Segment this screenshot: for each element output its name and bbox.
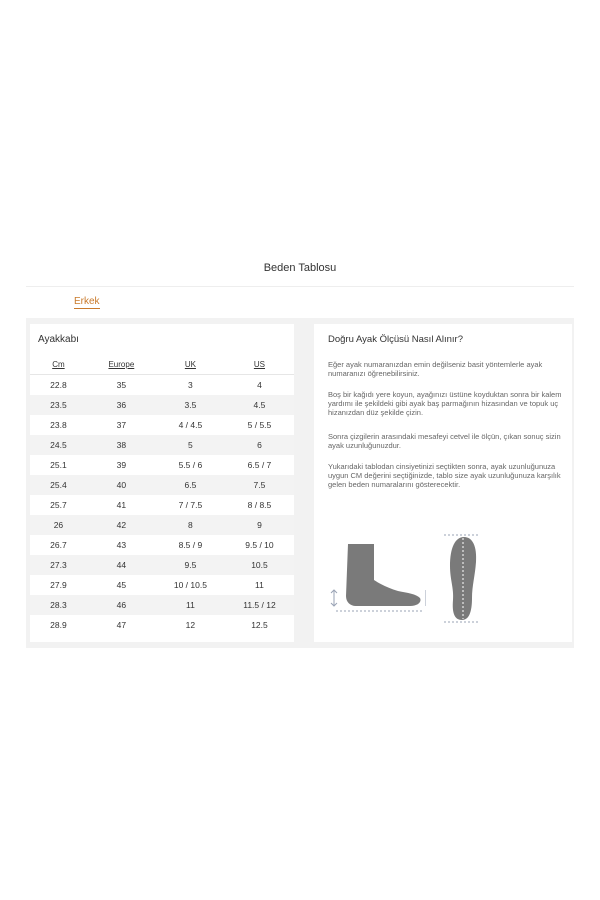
cell-us: 9 — [225, 515, 294, 535]
cell-uk: 6.5 — [156, 475, 225, 495]
tab-erkek[interactable]: Erkek — [74, 296, 100, 307]
table-row — [30, 515, 294, 535]
cell-europe: 46 — [87, 595, 156, 615]
table-row — [30, 495, 294, 515]
cell-europe: 47 — [116, 620, 127, 630]
cell-europe: 36 — [87, 395, 156, 415]
cell-uk: 5.5 / 6 — [178, 460, 203, 470]
cell-uk: 7 / 7.5 — [178, 500, 203, 510]
cell-uk: 8 — [156, 515, 225, 535]
cell-us: 11 — [255, 580, 264, 590]
size-table — [30, 354, 294, 635]
cell-us: 7.5 — [225, 475, 294, 495]
table-row — [30, 435, 294, 455]
table-row — [30, 535, 294, 555]
cell-us: 4.5 — [225, 395, 294, 415]
cell-cm: 23.5 — [30, 395, 87, 415]
cell-uk: 8.5 / 9 — [178, 540, 203, 550]
cell-cm: 24.5 — [30, 435, 87, 455]
cell-cm: 26 — [30, 515, 87, 535]
cell-us: 6 — [225, 435, 294, 455]
guide-paragraph-2: Boş bir kağıdı yere koyun, ayağınızı üstüne koyduktan sonra bir kalem yardımı ile şekildeki gibi ayak baş parmağının hizasından ve topuk uç hizanızdan düz şekilde çizin. — [328, 390, 562, 417]
foot-side-icon — [326, 534, 426, 614]
table-row — [30, 555, 294, 575]
cell-cm: 28.3 — [30, 595, 87, 615]
cell-cm: 25.7 — [50, 500, 67, 510]
cell-europe: 38 — [87, 435, 156, 455]
cell-uk: 9.5 — [156, 555, 225, 575]
cell-europe: 35 — [116, 380, 127, 390]
column-header-us: US — [225, 354, 294, 375]
cell-cm: 27.9 — [50, 580, 67, 590]
size-chart-panel — [30, 324, 294, 642]
cell-us: 5 / 5.5 — [247, 420, 272, 430]
size-table-header — [30, 354, 294, 375]
cell-us: 10.5 — [225, 555, 294, 575]
cell-europe: 43 — [116, 540, 127, 550]
modal-title: Beden Tablosu — [263, 262, 337, 274]
guide-panel — [314, 324, 572, 642]
guide-paragraph-4: Yukarıdaki tablodan cinsiyetinizi seçtikten sonra, ayak uzunluğunuza uygun CM değerini seçtiğinizde, tablo size ayak uzunluğunuza karşılık gelen beden numaralarını gösterecektir. — [328, 462, 561, 489]
table-row — [30, 595, 294, 615]
cell-us: 9.5 / 10 — [245, 540, 274, 550]
cell-cm: 23.8 — [50, 420, 67, 430]
guide-paragraph-3: Sonra çizgilerin arasındaki mesafeyi cetvel ile ölçün, çıkan sonuç sizin ayak uzunluğunuzdur. — [328, 432, 561, 450]
cell-uk: 3.5 — [156, 395, 225, 415]
cell-us: 4 — [257, 380, 262, 390]
guide-title: Doğru Ayak Ölçüsü Nasıl Alınır? — [328, 334, 463, 345]
cell-europe: 39 — [116, 460, 127, 470]
table-row — [30, 475, 294, 495]
guide-paragraph-1: Eğer ayak numaranızdan emin değilseniz basit yöntemlerle ayak numaranızı öğrenebilirsiniz. — [328, 360, 543, 378]
cell-us: 11.5 / 12 — [225, 595, 294, 615]
cell-uk: 3 — [188, 380, 193, 390]
cell-cm: 25.4 — [30, 475, 87, 495]
table-row — [30, 415, 294, 435]
foot-sole-icon — [442, 532, 482, 626]
cell-us: 6.5 / 7 — [247, 460, 272, 470]
cell-uk: 10 / 10.5 — [173, 580, 207, 590]
column-header-cm: Cm — [30, 354, 87, 375]
table-row — [30, 395, 294, 415]
table-row — [30, 375, 294, 396]
cell-uk: 12 — [185, 620, 196, 630]
cell-uk: 11 — [156, 595, 225, 615]
cell-cm: 27.3 — [30, 555, 87, 575]
cell-uk: 5 — [156, 435, 225, 455]
cell-europe: 40 — [87, 475, 156, 495]
cell-cm: 26.7 — [50, 540, 67, 550]
cell-cm: 25.1 — [50, 460, 67, 470]
cell-us: 8 / 8.5 — [247, 500, 272, 510]
cell-cm: 22.8 — [50, 380, 67, 390]
cell-europe: 44 — [87, 555, 156, 575]
cell-cm: 28.9 — [50, 620, 67, 630]
cell-europe: 37 — [116, 420, 127, 430]
title-divider — [26, 286, 574, 287]
cell-us: 12.5 — [251, 620, 268, 630]
table-row — [30, 455, 294, 475]
cell-europe: 45 — [116, 580, 127, 590]
table-row — [30, 615, 294, 635]
cell-europe: 41 — [116, 500, 127, 510]
column-header-europe: Europe — [87, 354, 156, 375]
column-header-uk: UK — [156, 354, 225, 375]
cell-europe: 42 — [87, 515, 156, 535]
size-chart-title: Ayakkabı — [38, 334, 79, 345]
cell-uk: 4 / 4.5 — [178, 420, 203, 430]
table-row — [30, 575, 294, 595]
